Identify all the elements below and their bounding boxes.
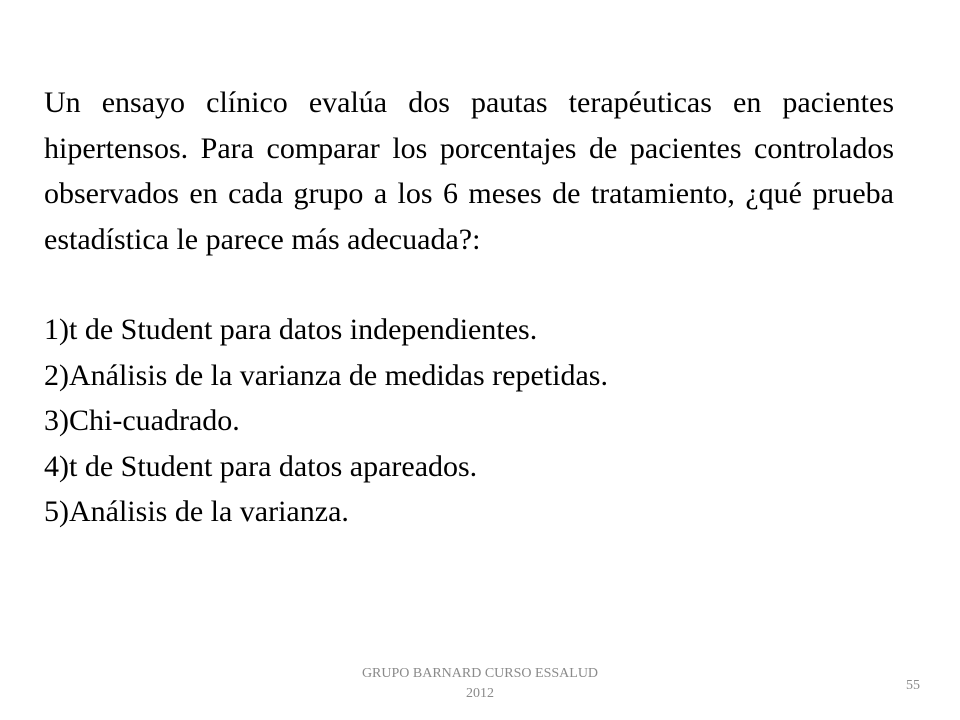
answer-options <box>44 307 894 535</box>
slide-content <box>44 80 894 535</box>
option-1: 1)t de Student para datos independientes. <box>44 313 538 346</box>
option-2: 2)Análisis de la varianza de medidas repetidas. <box>44 358 608 392</box>
option-5: 5)Análisis de la varianza. <box>44 495 349 528</box>
page-number: 55 <box>906 678 920 693</box>
option-3: 3)Chi-cuadrado. <box>44 404 240 437</box>
option-4: 4)t de Student para datos apareados. <box>44 449 478 483</box>
slide-footer <box>330 664 630 704</box>
footer-year: 2012 <box>466 686 494 701</box>
footer-title: GRUPO BARNARD CURSO ESSALUD <box>361 666 599 681</box>
question-text: Un ensayo clínico evalúa dos pautas terapéuticas en pacientes hipertensos. Para comparar los porcentajes de pacientes controlados observados en cada grupo a los 6 meses de tratamiento, ¿qué prueba estadística le parece más adecuada?: <box>44 86 894 256</box>
